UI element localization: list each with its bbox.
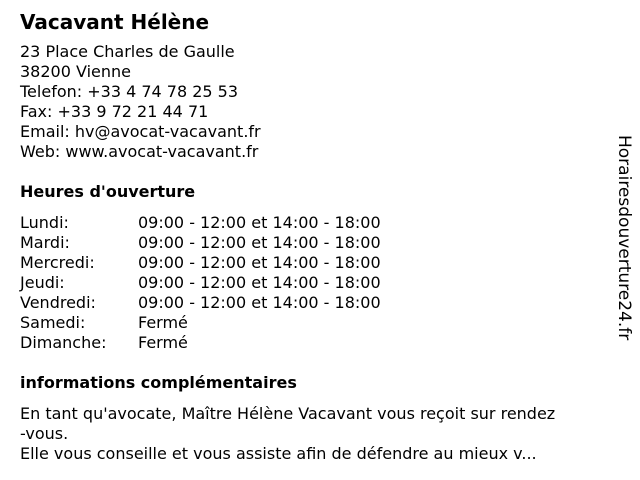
- hours-row-monday: [20, 213, 381, 233]
- day-label: Samedi:: [20, 313, 86, 332]
- opening-hours-table: [20, 213, 381, 353]
- watermark-text: Horairesdouverture24.fr: [614, 135, 634, 341]
- additional-info-text: [20, 404, 605, 464]
- hours-row-sunday: [20, 333, 381, 353]
- email-address: Email: hv@avocat-vacavant.fr: [20, 122, 261, 141]
- hours-row-saturday: [20, 313, 381, 333]
- hours-row-friday: [20, 293, 381, 313]
- day-label: Vendredi:: [20, 293, 96, 312]
- day-hours: 09:00 - 12:00 et 14:00 - 18:00: [138, 233, 381, 252]
- hours-row-thursday: [20, 273, 381, 293]
- day-hours: Fermé: [138, 333, 188, 352]
- day-hours: Fermé: [138, 313, 188, 332]
- info-line: En tant qu'avocate, Maître Hélène Vacavant vous reçoit sur rendez: [20, 404, 556, 423]
- phone-number: Telefon: +33 4 74 78 25 53: [20, 82, 239, 101]
- address-street: 23 Place Charles de Gaulle: [20, 42, 235, 61]
- contact-block: [20, 42, 610, 162]
- additional-info-heading: informations complémentaires: [20, 373, 297, 392]
- fax-number: Fax: +33 9 72 21 44 71: [20, 102, 209, 121]
- day-label: Dimanche:: [20, 333, 107, 352]
- day-hours: 09:00 - 12:00 et 14:00 - 18:00: [138, 253, 381, 272]
- hours-row-wednesday: [20, 253, 381, 273]
- address-city: 38200 Vienne: [20, 62, 131, 81]
- day-hours: 09:00 - 12:00 et 14:00 - 18:00: [138, 213, 381, 232]
- site-watermark: [608, 135, 638, 345]
- day-hours: 09:00 - 12:00 et 14:00 - 18:00: [138, 293, 381, 312]
- day-label: Mercredi:: [20, 253, 95, 272]
- business-card: [20, 10, 610, 464]
- info-line: -vous.: [20, 424, 69, 443]
- day-hours: 09:00 - 12:00 et 14:00 - 18:00: [138, 273, 381, 292]
- day-label: Mardi:: [20, 233, 70, 252]
- info-line: Elle vous conseille et vous assiste afin de défendre au mieux v...: [20, 444, 537, 463]
- day-label: Jeudi:: [20, 273, 65, 292]
- hours-row-tuesday: [20, 233, 381, 253]
- opening-hours-heading: Heures d'ouverture: [20, 182, 196, 201]
- day-label: Lundi:: [20, 213, 69, 232]
- website-address: Web: www.avocat-vacavant.fr: [20, 142, 259, 161]
- business-name: Vacavant Hélène: [20, 10, 210, 34]
